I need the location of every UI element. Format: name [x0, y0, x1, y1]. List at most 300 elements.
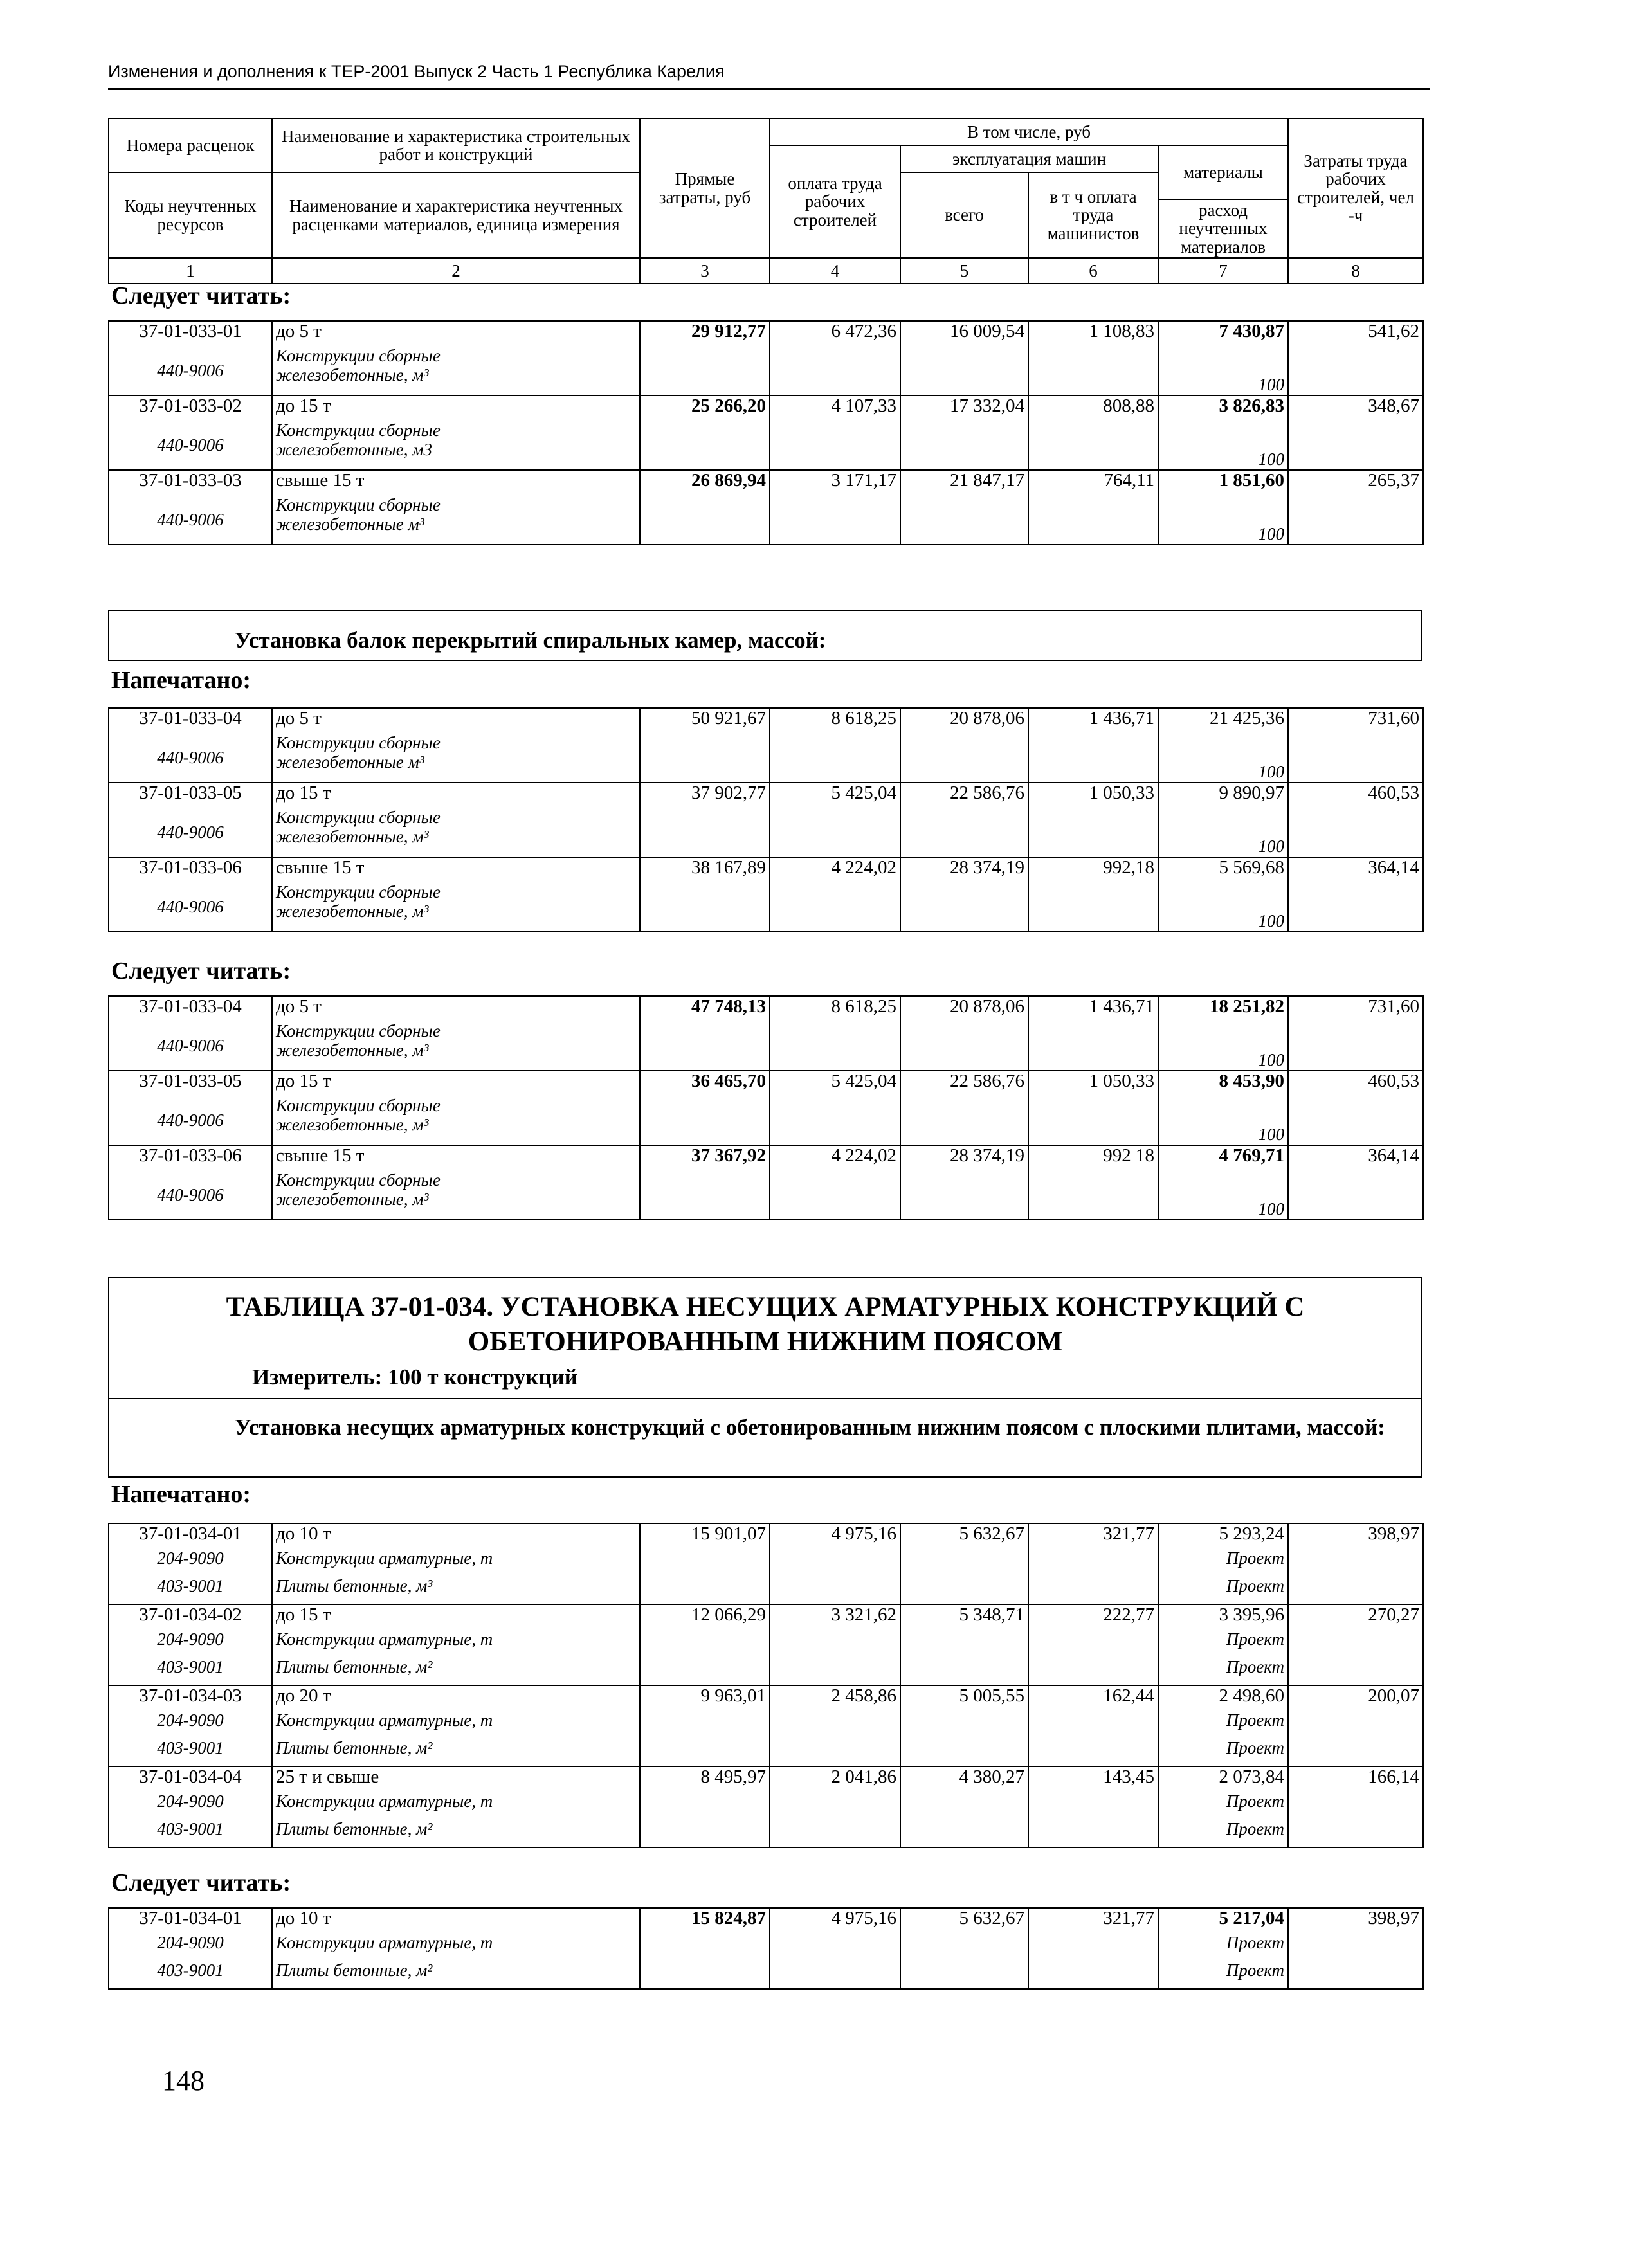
material-description-line: Конструкции сборные	[276, 1021, 441, 1040]
material-quantity: Проект	[1158, 1577, 1288, 1604]
section-label-read: Следует читать:	[111, 282, 291, 309]
col-header-resource-codes: Коды неучтенных ресурсов	[109, 172, 272, 258]
materials-cost: 21 425,36	[1158, 708, 1288, 734]
machines-total: 5 632,67	[900, 1523, 1028, 1549]
direct-costs: 9 963,01	[640, 1685, 770, 1711]
work-description: до 5 т	[272, 708, 640, 734]
material-quantity: 100	[1158, 1096, 1288, 1145]
empty-cell	[640, 1630, 770, 1658]
empty-cell	[640, 496, 770, 545]
empty-cell	[770, 883, 900, 932]
labor-pay: 8 618,25	[770, 708, 900, 734]
rates-table-printed-033	[108, 707, 1424, 932]
empty-cell	[900, 1096, 1028, 1145]
empty-cell	[1288, 1934, 1423, 1961]
material-quantity: 100	[1158, 734, 1288, 783]
material-row	[109, 883, 1423, 932]
empty-cell	[640, 421, 770, 470]
material-code: 204-9090	[109, 1549, 272, 1577]
empty-cell	[770, 1711, 900, 1739]
material-description	[272, 347, 640, 395]
materials-cost: 3 826,83	[1158, 395, 1288, 421]
empty-cell	[1288, 808, 1423, 857]
material-code: 440-9006	[109, 1171, 272, 1220]
material-quantity: 100	[1158, 808, 1288, 857]
direct-costs: 8 495,97	[640, 1766, 770, 1792]
material-description-line: Конструкции сборные	[276, 882, 441, 902]
subsection-box-beams	[108, 610, 1422, 661]
empty-cell	[640, 1739, 770, 1766]
operator-pay: 1 050,33	[1028, 1071, 1158, 1096]
rates-table-printed-034	[108, 1523, 1424, 1848]
col-header-material-consumption: расход неучтенных материалов	[1158, 199, 1288, 258]
machines-total: 22 586,76	[900, 783, 1028, 808]
work-description: до 15 т	[272, 783, 640, 808]
material-row	[109, 1171, 1423, 1220]
material-quantity: 100	[1158, 347, 1288, 395]
labor-hours: 398,97	[1288, 1523, 1423, 1549]
materials-cost: 4 769,71	[1158, 1145, 1288, 1171]
empty-cell	[640, 808, 770, 857]
labor-hours: 348,67	[1288, 395, 1423, 421]
material-description	[272, 1096, 640, 1145]
col-number: 4	[770, 258, 900, 284]
material-row	[109, 1739, 1423, 1766]
material-description-line: железобетонные, м³	[276, 365, 429, 385]
material-description: Плиты бетонные, м²	[272, 1739, 640, 1766]
labor-hours: 200,07	[1288, 1685, 1423, 1711]
meter-label: Измеритель: 100 т конструкций	[252, 1365, 577, 1390]
empty-cell	[900, 1934, 1028, 1961]
rates-table-read-034	[108, 1907, 1424, 1990]
operator-pay: 321,77	[1028, 1523, 1158, 1549]
work-description: свыше 15 т	[272, 470, 640, 496]
material-quantity: Проект	[1158, 1630, 1288, 1658]
empty-cell	[900, 883, 1028, 932]
rate-code: 37-01-033-01	[109, 321, 272, 347]
material-description	[272, 1022, 640, 1071]
empty-cell	[1028, 1961, 1158, 1989]
material-code: 440-9006	[109, 1096, 272, 1145]
operator-pay: 321,77	[1028, 1908, 1158, 1934]
rate-code: 37-01-034-01	[109, 1523, 272, 1549]
col-number: 8	[1288, 258, 1423, 284]
material-description: Плиты бетонные, м²	[272, 1820, 640, 1847]
empty-cell	[770, 1739, 900, 1766]
materials-cost: 5 569,68	[1158, 857, 1288, 883]
col-number: 5	[900, 258, 1028, 284]
empty-cell	[770, 1549, 900, 1577]
empty-cell	[640, 1577, 770, 1604]
empty-cell	[900, 1022, 1028, 1071]
empty-cell	[1288, 347, 1423, 395]
empty-cell	[1288, 1549, 1423, 1577]
empty-cell	[770, 1820, 900, 1847]
material-description-line: железобетонные, м³	[276, 1189, 429, 1209]
empty-cell	[770, 347, 900, 395]
empty-cell	[900, 734, 1028, 783]
direct-costs: 15 824,87	[640, 1908, 770, 1934]
subsection-title-beams: Установка балок перекрытий спиральных камер, массой:	[235, 628, 826, 653]
empty-cell	[900, 1577, 1028, 1604]
labor-hours: 398,97	[1288, 1908, 1423, 1934]
empty-cell	[640, 1711, 770, 1739]
section-label-read: Следует читать:	[111, 1869, 291, 1896]
empty-cell	[1288, 1792, 1423, 1820]
rates-table-read-033	[108, 320, 1424, 545]
labor-pay: 4 975,16	[770, 1523, 900, 1549]
work-description: до 10 т	[272, 1523, 640, 1549]
rate-code: 37-01-034-03	[109, 1685, 272, 1711]
machines-total: 21 847,17	[900, 470, 1028, 496]
empty-cell	[640, 1171, 770, 1220]
labor-hours: 541,62	[1288, 321, 1423, 347]
material-description: Конструкции арматурные, т	[272, 1934, 640, 1961]
empty-cell	[900, 496, 1028, 545]
labor-hours: 731,60	[1288, 708, 1423, 734]
empty-cell	[900, 1792, 1028, 1820]
machines-total: 20 878,06	[900, 996, 1028, 1022]
material-quantity: Проект	[1158, 1549, 1288, 1577]
table-row	[109, 1071, 1423, 1096]
labor-hours: 166,14	[1288, 1766, 1423, 1792]
material-description	[272, 808, 640, 857]
table-title: ТАБЛИЦА 37-01-034. УСТАНОВКА НЕСУЩИХ АРМАТУРНЫХ КОНСТРУКЦИЙ С ОБЕТОНИРОВАННЫМ НИЖНИМ ПОЯСОМ	[226, 1292, 1305, 1357]
empty-cell	[770, 1096, 900, 1145]
empty-cell	[1288, 1171, 1423, 1220]
empty-cell	[900, 1820, 1028, 1847]
material-description	[272, 883, 640, 932]
direct-costs: 29 912,77	[640, 321, 770, 347]
material-description	[272, 496, 640, 545]
empty-cell	[640, 1820, 770, 1847]
material-description: Плиты бетонные, м²	[272, 1961, 640, 1989]
material-description-line: железобетонные, м³	[276, 1040, 429, 1060]
empty-cell	[1288, 1820, 1423, 1847]
empty-cell	[1028, 1792, 1158, 1820]
empty-cell	[640, 734, 770, 783]
empty-cell	[770, 1658, 900, 1685]
operator-pay: 222,77	[1028, 1604, 1158, 1630]
running-head: Изменения и дополнения к ТЕР-2001 Выпуск 2 Часть 1 Республика Карелия	[108, 62, 725, 81]
machines-total: 28 374,19	[900, 857, 1028, 883]
section-label-printed: Напечатано:	[111, 667, 251, 694]
material-description-line: железобетонные, м³	[276, 901, 429, 921]
material-code: 403-9001	[109, 1739, 272, 1766]
work-description: до 5 т	[272, 996, 640, 1022]
labor-hours: 265,37	[1288, 470, 1423, 496]
material-row	[109, 808, 1423, 857]
machines-total: 17 332,04	[900, 395, 1028, 421]
rate-code: 37-01-033-04	[109, 708, 272, 734]
material-row	[109, 1630, 1423, 1658]
rate-code: 37-01-033-04	[109, 996, 272, 1022]
empty-cell	[640, 1658, 770, 1685]
subsection-title-armature: Установка несущих арматурных конструкций с обетонированным нижним поясом с плоскими плитами, массой:	[235, 1415, 1385, 1440]
work-description: до 15 т	[272, 395, 640, 421]
empty-cell	[770, 496, 900, 545]
empty-cell	[770, 1961, 900, 1989]
table-row	[109, 1145, 1423, 1171]
material-quantity: 100	[1158, 1171, 1288, 1220]
material-quantity: 100	[1158, 496, 1288, 545]
empty-cell	[1288, 421, 1423, 470]
empty-cell	[1288, 1577, 1423, 1604]
empty-cell	[900, 1658, 1028, 1685]
empty-cell	[900, 1171, 1028, 1220]
empty-cell	[1288, 1711, 1423, 1739]
empty-cell	[900, 421, 1028, 470]
labor-hours: 460,53	[1288, 783, 1423, 808]
subsection-box-armature	[108, 1398, 1422, 1478]
labor-pay: 2 458,86	[770, 1685, 900, 1711]
work-description: до 15 т	[272, 1071, 640, 1096]
material-code: 440-9006	[109, 421, 272, 470]
material-quantity: 100	[1158, 883, 1288, 932]
material-code: 440-9006	[109, 496, 272, 545]
empty-cell	[900, 347, 1028, 395]
empty-cell	[900, 1549, 1028, 1577]
table-row	[109, 708, 1423, 734]
direct-costs: 37 367,92	[640, 1145, 770, 1171]
rate-code: 37-01-033-06	[109, 1145, 272, 1171]
machines-total: 28 374,19	[900, 1145, 1028, 1171]
material-description: Конструкции арматурные, т	[272, 1711, 640, 1739]
empty-cell	[1288, 1022, 1423, 1071]
labor-hours: 364,14	[1288, 857, 1423, 883]
material-code: 440-9006	[109, 734, 272, 783]
table-row	[109, 1523, 1423, 1549]
material-description-line: Конструкции сборные	[276, 495, 441, 514]
empty-cell	[770, 1934, 900, 1961]
table-row	[109, 470, 1423, 496]
material-description-line: Конструкции сборные	[276, 1096, 441, 1115]
operator-pay: 143,45	[1028, 1766, 1158, 1792]
table-row	[109, 1604, 1423, 1630]
empty-cell	[1288, 1096, 1423, 1145]
material-code: 204-9090	[109, 1711, 272, 1739]
empty-cell	[1028, 1577, 1158, 1604]
empty-cell	[1028, 808, 1158, 857]
empty-cell	[1028, 496, 1158, 545]
rate-code: 37-01-033-03	[109, 470, 272, 496]
material-code: 204-9090	[109, 1630, 272, 1658]
col-header-machines: эксплуатация машин	[900, 145, 1158, 172]
operator-pay: 1 050,33	[1028, 783, 1158, 808]
col-header-work-name: Наименование и характеристика строительных работ и конструкций	[272, 118, 640, 172]
materials-cost: 9 890,97	[1158, 783, 1288, 808]
empty-cell	[1028, 1934, 1158, 1961]
operator-pay: 1 436,71	[1028, 708, 1158, 734]
material-row	[109, 1022, 1423, 1071]
operator-pay: 1 108,83	[1028, 321, 1158, 347]
empty-cell	[640, 1792, 770, 1820]
empty-cell	[1028, 1171, 1158, 1220]
material-code: 440-9006	[109, 883, 272, 932]
material-description-line: Конструкции сборные	[276, 808, 441, 827]
operator-pay: 808,88	[1028, 395, 1158, 421]
material-description: Конструкции арматурные, т	[272, 1630, 640, 1658]
work-description: до 5 т	[272, 321, 640, 347]
rate-code: 37-01-034-04	[109, 1766, 272, 1792]
materials-cost: 7 430,87	[1158, 321, 1288, 347]
labor-pay: 3 171,17	[770, 470, 900, 496]
material-row	[109, 1820, 1423, 1847]
material-description	[272, 421, 640, 470]
operator-pay: 992,18	[1028, 857, 1158, 883]
empty-cell	[1288, 734, 1423, 783]
empty-cell	[1028, 883, 1158, 932]
empty-cell	[1288, 1739, 1423, 1766]
empty-cell	[1028, 1820, 1158, 1847]
empty-cell	[770, 734, 900, 783]
empty-cell	[1288, 883, 1423, 932]
direct-costs: 12 066,29	[640, 1604, 770, 1630]
empty-cell	[1028, 1630, 1158, 1658]
material-row	[109, 1711, 1423, 1739]
rate-code: 37-01-034-01	[109, 1908, 272, 1934]
material-description: Конструкции арматурные, т	[272, 1792, 640, 1820]
direct-costs: 47 748,13	[640, 996, 770, 1022]
material-quantity: Проект	[1158, 1739, 1288, 1766]
material-row	[109, 347, 1423, 395]
table-title-box	[108, 1277, 1422, 1399]
work-description: до 20 т	[272, 1685, 640, 1711]
empty-cell	[770, 1577, 900, 1604]
empty-cell	[1028, 1658, 1158, 1685]
col-header-material-name: Наименование и характеристика неучтенных расценками материалов, единица измерения	[272, 172, 640, 258]
empty-cell	[1028, 347, 1158, 395]
col-number: 3	[640, 258, 770, 284]
materials-cost: 5 217,04	[1158, 1908, 1288, 1934]
direct-costs: 38 167,89	[640, 857, 770, 883]
empty-cell	[1288, 1961, 1423, 1989]
section-label-read: Следует читать:	[111, 957, 291, 984]
rate-code: 37-01-033-06	[109, 857, 272, 883]
material-description-line: железобетонные м³	[276, 752, 424, 772]
empty-cell	[640, 1961, 770, 1989]
labor-pay: 4 224,02	[770, 857, 900, 883]
table-row	[109, 857, 1423, 883]
empty-cell	[770, 421, 900, 470]
material-code: 440-9006	[109, 347, 272, 395]
col-header-direct-costs: Прямые затраты, руб	[640, 118, 770, 258]
material-description-line: Конструкции сборные	[276, 346, 441, 365]
labor-pay: 4 975,16	[770, 1908, 900, 1934]
material-row	[109, 1792, 1423, 1820]
empty-cell	[640, 347, 770, 395]
empty-cell	[1028, 1096, 1158, 1145]
material-description-line: Конструкции сборные	[276, 421, 441, 440]
work-description: до 15 т	[272, 1604, 640, 1630]
empty-cell	[1288, 1630, 1423, 1658]
work-description: свыше 15 т	[272, 1145, 640, 1171]
empty-cell	[900, 1711, 1028, 1739]
material-row	[109, 496, 1423, 545]
empty-cell	[1028, 1549, 1158, 1577]
empty-cell	[1028, 1022, 1158, 1071]
rate-code: 37-01-033-05	[109, 783, 272, 808]
table-row	[109, 1766, 1423, 1792]
operator-pay: 992 18	[1028, 1145, 1158, 1171]
col-header-rate-numbers: Номера расценок	[109, 118, 272, 172]
material-description-line: железобетонные, м³	[276, 826, 429, 846]
material-code: 204-9090	[109, 1934, 272, 1961]
table-row	[109, 1908, 1423, 1934]
empty-cell	[900, 808, 1028, 857]
work-description: свыше 15 т	[272, 857, 640, 883]
material-code: 204-9090	[109, 1792, 272, 1820]
material-description-line: железобетонные, м³	[276, 1114, 429, 1134]
rate-code: 37-01-034-02	[109, 1604, 272, 1630]
column-header-table	[108, 118, 1424, 284]
material-code: 403-9001	[109, 1658, 272, 1685]
rate-code: 37-01-033-02	[109, 395, 272, 421]
machines-total: 20 878,06	[900, 708, 1028, 734]
section-label-printed: Напечатано:	[111, 1481, 251, 1508]
labor-pay: 5 425,04	[770, 1071, 900, 1096]
labor-pay: 2 041,86	[770, 1766, 900, 1792]
labor-pay: 4 224,02	[770, 1145, 900, 1171]
col-number: 6	[1028, 258, 1158, 284]
machines-total: 4 380,27	[900, 1766, 1028, 1792]
rate-code: 37-01-033-05	[109, 1071, 272, 1096]
material-description	[272, 734, 640, 783]
materials-cost: 5 293,24	[1158, 1523, 1288, 1549]
material-row	[109, 1549, 1423, 1577]
work-description: до 10 т	[272, 1908, 640, 1934]
direct-costs: 50 921,67	[640, 708, 770, 734]
labor-pay: 6 472,36	[770, 321, 900, 347]
material-quantity: Проект	[1158, 1658, 1288, 1685]
machines-total: 16 009,54	[900, 321, 1028, 347]
labor-hours: 270,27	[1288, 1604, 1423, 1630]
operator-pay: 764,11	[1028, 470, 1158, 496]
empty-cell	[1028, 421, 1158, 470]
labor-pay: 3 321,62	[770, 1604, 900, 1630]
material-description	[272, 1171, 640, 1220]
operator-pay: 162,44	[1028, 1685, 1158, 1711]
labor-pay: 5 425,04	[770, 783, 900, 808]
material-description-line: Конструкции сборные	[276, 1170, 441, 1190]
empty-cell	[770, 1022, 900, 1071]
empty-cell	[640, 883, 770, 932]
material-quantity: Проект	[1158, 1792, 1288, 1820]
empty-cell	[1028, 1739, 1158, 1766]
material-description-line: железобетонные, м3	[276, 439, 432, 459]
col-number: 1	[109, 258, 272, 284]
material-code: 403-9001	[109, 1577, 272, 1604]
materials-cost: 8 453,90	[1158, 1071, 1288, 1096]
material-code: 403-9001	[109, 1820, 272, 1847]
empty-cell	[1028, 1711, 1158, 1739]
page-number: 148	[162, 2065, 205, 2096]
empty-cell	[640, 1022, 770, 1071]
materials-cost: 3 395,96	[1158, 1604, 1288, 1630]
direct-costs: 25 266,20	[640, 395, 770, 421]
labor-hours: 364,14	[1288, 1145, 1423, 1171]
direct-costs: 37 902,77	[640, 783, 770, 808]
material-quantity: Проект	[1158, 1961, 1288, 1989]
table-row	[109, 996, 1423, 1022]
empty-cell	[900, 1739, 1028, 1766]
material-row	[109, 734, 1423, 783]
empty-cell	[640, 1934, 770, 1961]
material-quantity: Проект	[1158, 1934, 1288, 1961]
material-code: 440-9006	[109, 1022, 272, 1071]
empty-cell	[900, 1630, 1028, 1658]
col-header-materials: материалы	[1158, 145, 1288, 199]
